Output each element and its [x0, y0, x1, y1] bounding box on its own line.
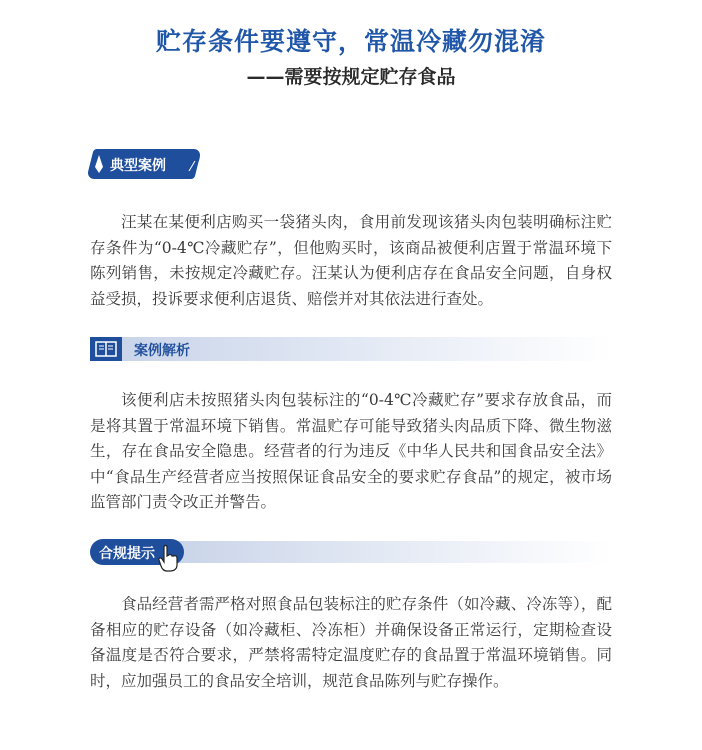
tips-tag-label: 合规提示: [99, 546, 155, 562]
tips-paragraph: 食品经营者需严格对照食品包装标注的贮存条件（如冷藏、冷冻等），配备相应的贮存设备（如冷藏柜、冷冻柜）并确保设备正常运行，定期检查设备温度是否符合要求，严禁将需特定温度贮存的食品置于常温环境销售。同时，应加强员工的食品安全培训，规范食品陈列与贮存操作。: [90, 595, 612, 690]
case-paragraph: 汪某在某便利店购买一袋猪头肉，食用前发现该猪头肉包装明确标注贮存条件为“0-4℃冷藏贮存”，但他购买时，该商品被便利店置于常温环境下陈列销售，未按规定冷藏贮存。汪某认为便利店存在食品安全问题，自身权益受损，投诉要求便利店退货、赔偿并对其依法进行查处。: [90, 213, 612, 308]
analysis-section-tag: [90, 337, 612, 361]
book-icon: [90, 337, 122, 361]
case-tag-label: 典型案例: [110, 158, 166, 174]
hand-pointer-icon: [156, 544, 180, 572]
pen-icon: [184, 151, 202, 179]
page-subtitle: ——需要按规定贮存食品: [246, 66, 456, 88]
page-title: 贮存条件要遵守，常温冷藏勿混淆: [155, 27, 546, 56]
analysis-paragraph: 该便利店未按照猪头肉包装标注的“0-4℃冷藏贮存”要求存放食品，而是将其置于常温环境下销售。常温贮存可能导致猪头肉品质下降、微生物滋生，存在食品安全隐患。经营者的行为违反《中华人民共和国食品安全法》中“食品生产经营者应当按照保证食品安全的要求贮存食品”的规定，被市场监管部门责令改正并警告。: [90, 391, 612, 511]
pen-nib-icon: [94, 155, 104, 173]
analysis-tag-label: 案例解析: [134, 343, 190, 359]
tips-section-bar: [150, 541, 612, 563]
tips-section-tag: [90, 539, 184, 565]
